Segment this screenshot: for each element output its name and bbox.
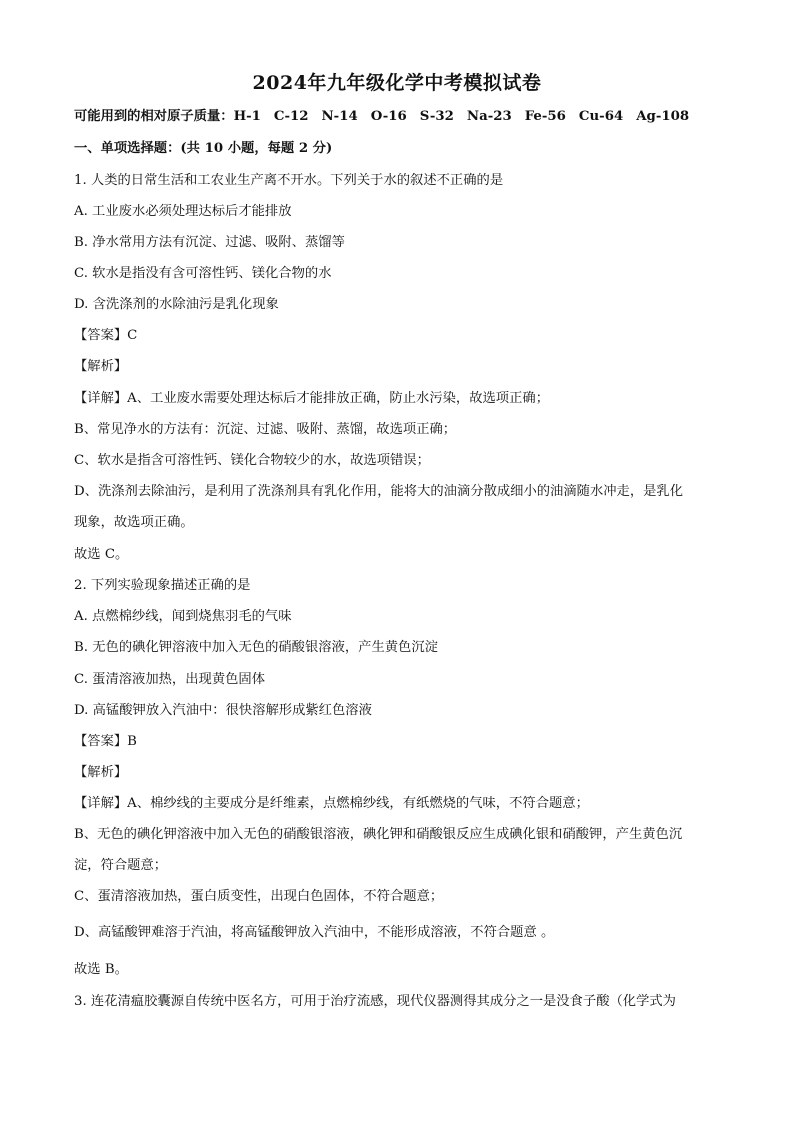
question-2-choice: 故选 B。 bbox=[74, 962, 128, 977]
question-1-detail-line: C、软水是指含可溶性钙、镁化合物较少的水，故选项错误； bbox=[74, 453, 430, 468]
atomic-mass-item: Fe-56 bbox=[524, 109, 566, 124]
question-1-answer: 【答案】C bbox=[74, 328, 138, 343]
question-1-detail-line: 【详解】A、工业废水需要处理达标后才能排放正确，防止水污染，故选项正确； bbox=[74, 391, 549, 406]
question-2-analysis-label: 【解析】 bbox=[74, 765, 128, 780]
atomic-mass-item: C-12 bbox=[273, 109, 309, 124]
question-2-detail-line: C、蛋清溶液加热，蛋白质变性，出现白色固体，不符合题意； bbox=[74, 889, 444, 904]
atomic-mass-line bbox=[74, 108, 724, 126]
question-1-option-a: A. 工业废水必须处理达标后才能排放 bbox=[74, 204, 292, 219]
question-2-detail-line: D、高锰酸钾难溶于汽油，将高锰酸钾放入汽油中，不能形成溶液，不符合题意 。 bbox=[74, 925, 555, 940]
atomic-mass-item: O-16 bbox=[370, 109, 407, 124]
question-2-answer: 【答案】B bbox=[74, 734, 137, 749]
question-1-choice: 故选 C。 bbox=[74, 547, 129, 562]
question-2-option-a: A. 点燃棉纱线，闻到烧焦羽毛的气味 bbox=[74, 609, 292, 624]
atomic-mass-item: H-1 bbox=[233, 109, 261, 124]
atomic-mass-label: 可能用到的相对原子质量： bbox=[74, 109, 234, 124]
question-2-option-b: B. 无色的碘化钾溶液中加入无色的硝酸银溶液，产生黄色沉淀 bbox=[74, 640, 438, 655]
question-2-detail-line: 淀，符合题意； bbox=[74, 858, 168, 873]
question-1-option-b: B. 净水常用方法有沉淀、过滤、吸附、蒸馏等 bbox=[74, 235, 345, 250]
question-1-option-c: C. 软水是指没有含可溶性钙、镁化合物的水 bbox=[74, 266, 332, 281]
question-1-analysis-label: 【解析】 bbox=[74, 359, 128, 374]
atomic-mass-item: S-32 bbox=[419, 109, 454, 124]
atomic-mass-item: Na-23 bbox=[466, 109, 512, 124]
page-title: 2024年九年级化学中考模拟试卷 bbox=[252, 72, 542, 94]
question-2-detail-line: 【详解】A、棉纱线的主要成分是纤维素，点燃棉纱线，有纸燃烧的气味，不符合题意； bbox=[74, 796, 589, 811]
question-2-option-c: C. 蛋清溶液加热，出现黄色固体 bbox=[74, 672, 266, 687]
question-2-stem: 2. 下列实验现象描述正确的是 bbox=[74, 578, 251, 593]
question-2-option-d: D. 高锰酸钾放入汽油中：很快溶解形成紫红色溶液 bbox=[74, 703, 372, 718]
question-1-detail-line: B、常见净水的方法有：沉淀、过滤、吸附、蒸馏，故选项正确； bbox=[74, 422, 457, 437]
atomic-mass-item: Ag-108 bbox=[636, 109, 690, 124]
atomic-mass-item: N-14 bbox=[321, 109, 358, 124]
question-1-option-d: D. 含洗涤剂的水除油污是乳化现象 bbox=[74, 297, 279, 312]
question-3-stem: 3. 连花清瘟胶囊源自传统中医名方，可用于治疗流感，现代仪器测得其成分之一是没食子酸（化学式为 bbox=[74, 994, 676, 1009]
atomic-mass-item: Cu-64 bbox=[578, 109, 624, 124]
question-1-stem: 1. 人类的日常生活和工农业生产离不开水。下列关于水的叙述不正确的是 bbox=[74, 173, 504, 188]
question-2-detail-line: B、无色的碘化钾溶液中加入无色的硝酸银溶液，碘化钾和硝酸银反应生成碘化银和硝酸钾，产生黄色沉 bbox=[74, 827, 683, 842]
question-1-detail-line: D、洗涤剂去除油污，是利用了洗涤剂具有乳化作用，能将大的油滴分散成细小的油滴随水冲走，是乳化 bbox=[74, 484, 684, 499]
section-heading: 一、单项选择题：(共 10 小题，每题 2 分) bbox=[74, 141, 333, 156]
question-1-detail-line: 现象，故选项正确。 bbox=[74, 515, 194, 530]
